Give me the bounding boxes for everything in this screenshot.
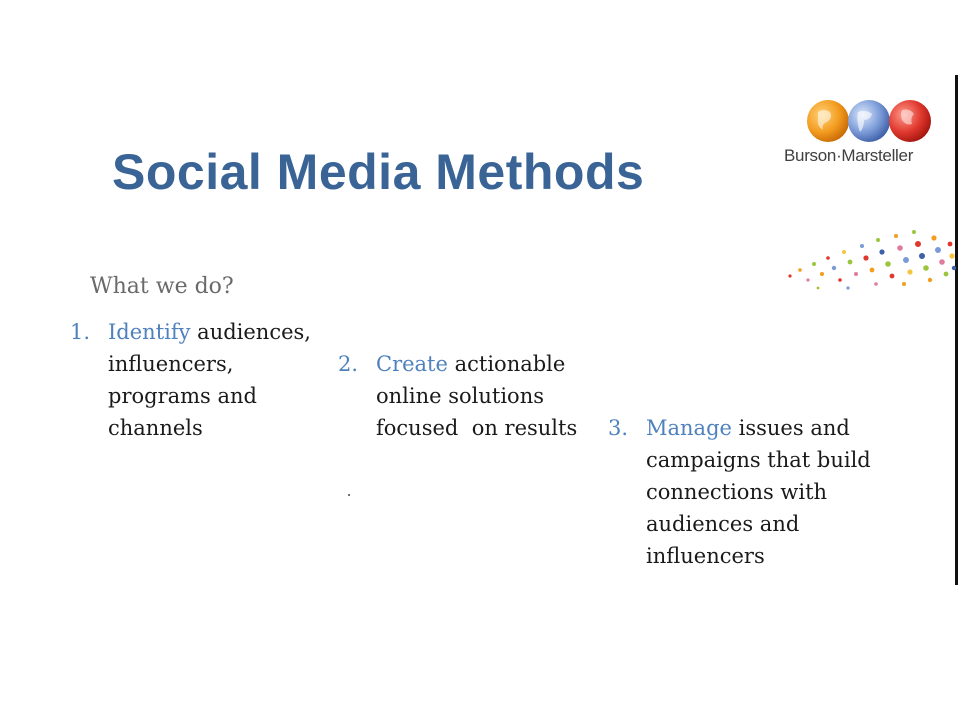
- step-line: programs and: [108, 384, 257, 408]
- blue-globe-icon: [848, 100, 890, 142]
- step-line: campaigns that build: [646, 448, 871, 472]
- subheading: What we do?: [90, 274, 234, 299]
- dot-swoosh-decoration: [780, 218, 958, 302]
- step-number: 2.: [338, 352, 359, 376]
- step-number: 3.: [608, 416, 629, 440]
- step-line: online solutions: [376, 384, 544, 408]
- step-verb: Identify: [108, 320, 191, 344]
- step-line: issues and: [738, 416, 850, 440]
- burson-marsteller-logo: [784, 98, 934, 174]
- right-edge-rule: [955, 75, 958, 585]
- step-line: focused on results: [376, 416, 578, 440]
- step-line: connections with: [646, 480, 828, 504]
- step-manage: [608, 412, 898, 572]
- brand-name: Burson·Marsteller: [784, 146, 914, 165]
- step-verb: Create: [376, 352, 448, 376]
- step-line: audiences and: [646, 512, 800, 536]
- step-line: audiences,: [197, 320, 311, 344]
- globes-logo-icon: [806, 98, 932, 144]
- stray-dot: [348, 494, 350, 496]
- step-line: channels: [108, 416, 203, 440]
- slide-title: Social Media Methods: [112, 144, 645, 200]
- step-body: [646, 412, 898, 572]
- step-verb: Manage: [646, 416, 732, 440]
- step-body: [108, 316, 330, 444]
- step-create: [338, 348, 598, 444]
- step-line: actionable: [454, 352, 566, 376]
- step-identify: [70, 316, 330, 444]
- swoosh-dots: [788, 230, 956, 290]
- step-number: 1.: [70, 320, 91, 344]
- step-body: [376, 348, 598, 444]
- step-line: influencers: [646, 544, 765, 568]
- step-line: influencers,: [108, 352, 234, 376]
